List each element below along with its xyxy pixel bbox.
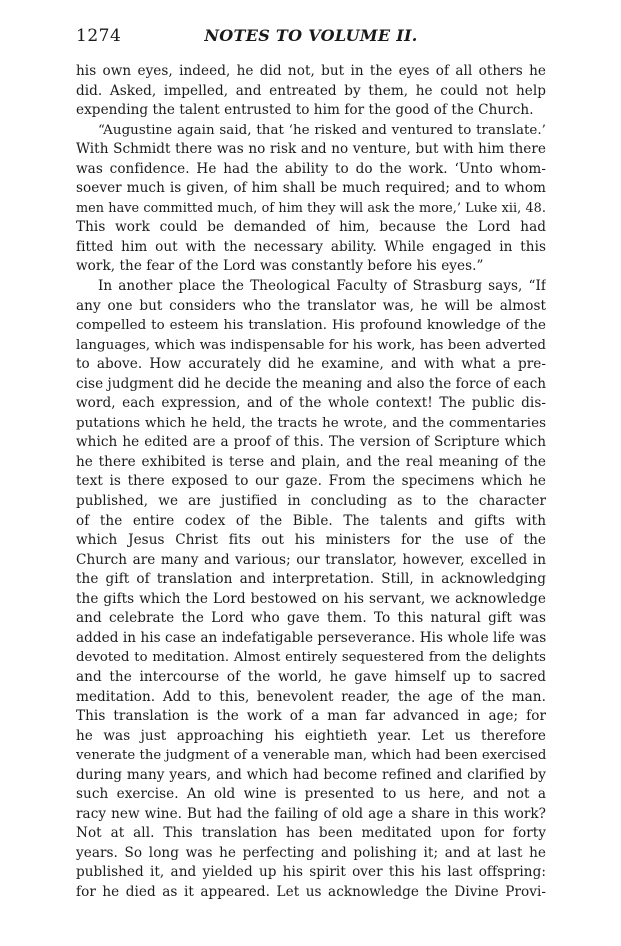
text-line: years. So long was he perfecting and polishing it; and at last he: [76, 844, 546, 861]
text-line: In another place the Theological Faculty of Strasburg says, “If: [98, 278, 546, 295]
page-header: [76, 26, 546, 50]
text-line: cise judgment did he decide the meaning and also the force of each: [76, 375, 546, 392]
text-line: of the entire codex of the Bible. The talents and gifts with: [76, 512, 546, 529]
text-line: This work could be demanded of him, because the Lord had: [76, 219, 546, 236]
text-line: men have committed much, of him they will ask the more,’ Luke xii, 48.: [76, 200, 546, 216]
text-line: any one but considers who the translator was, he will be almost: [76, 297, 546, 314]
text-line: and the intercourse of the world, he gave himself up to sacred: [76, 668, 546, 685]
text-line: he there exhibited is terse and plain, and the real meaning of the: [76, 453, 546, 470]
text-line: did. Asked, impelled, and entreated by them, he could not help: [76, 82, 546, 99]
text-line: fitted him out with the necessary ability. While engaged in this: [76, 238, 546, 255]
text-line: for he died as it appeared. Let us acknowledge the Divine Provi-: [76, 883, 546, 900]
text-line: With Schmidt there was no risk and no venture, but with him there: [76, 141, 546, 158]
text-line: he was just approaching his eightieth year. Let us therefore: [76, 727, 546, 744]
page-number: 1274: [76, 26, 122, 46]
text-line: and celebrate the Lord who gave them. To this natural gift was: [76, 610, 546, 627]
text-line: during many years, and which had become refined and clarified by: [76, 766, 546, 783]
text-line: text is there exposed to our gaze. From the specimens which he: [76, 473, 546, 490]
text-line: work, the fear of the Lord was constantly before his eyes.”: [76, 258, 484, 275]
text-line: meditation. Add to this, benevolent reader, the age of the man.: [76, 688, 546, 705]
text-line: the gifts which the Lord bestowed on his servant, we acknowledge: [76, 590, 546, 607]
text-line: which he edited are a proof of this. The version of Scripture which: [76, 434, 546, 451]
text-line: devoted to meditation. Almost entirely sequestered from the delights: [76, 650, 546, 666]
text-line: putations which he held, the tracts he wrote, and the commentaries: [76, 415, 546, 431]
text-line: the gift of translation and interpretation. Still, in acknowledging: [76, 571, 546, 588]
text-line: his own eyes, indeed, he did not, but in the eyes of all others he: [76, 63, 546, 79]
body-text: [76, 62, 546, 903]
text-line: published it, and yielded up his spirit over this his last offspring:: [76, 864, 546, 881]
text-line: Not at all. This translation has been meditated upon for forty: [76, 825, 546, 842]
running-head: NOTES TO VOLUME II.: [204, 26, 418, 45]
text-line: “Augustine again said, that ‘he risked and ventured to translate.’: [98, 122, 546, 138]
text-line: published, we are justified in concluding as to the character: [76, 493, 546, 510]
text-line: added in his case an indefatigable perseverance. His whole life was: [76, 629, 546, 646]
text-line: venerate the judgment of a venerable man, which had been exercised: [76, 748, 546, 764]
text-line: This translation is the work of a man far advanced in age; for: [76, 708, 546, 725]
text-line: expending the talent entrusted to him for the good of the Church.: [76, 102, 534, 119]
text-line: compelled to esteem his translation. His profound knowledge of the: [76, 318, 546, 334]
text-line: to above. How accurately did he examine, and with what a pre-: [76, 356, 546, 373]
text-line: was confidence. He had the ability to do the work. ‘Unto whom-: [76, 160, 546, 177]
text-line: racy new wine. But had the failing of old age a share in this work?: [76, 805, 546, 822]
text-line: soever much is given, of him shall be much required; and to whom: [76, 180, 546, 197]
text-line: Church are many and various; our translator, however, excelled in: [76, 551, 546, 568]
text-line: such exercise. An old wine is presented to us here, and not a: [76, 786, 546, 803]
text-line: word, each expression, and of the whole context! The public dis-: [76, 395, 546, 412]
text-line: languages, which was indispensable for his work, has been adverted: [76, 337, 546, 353]
text-line: which Jesus Christ fits out his ministers for the use of the: [76, 532, 546, 549]
